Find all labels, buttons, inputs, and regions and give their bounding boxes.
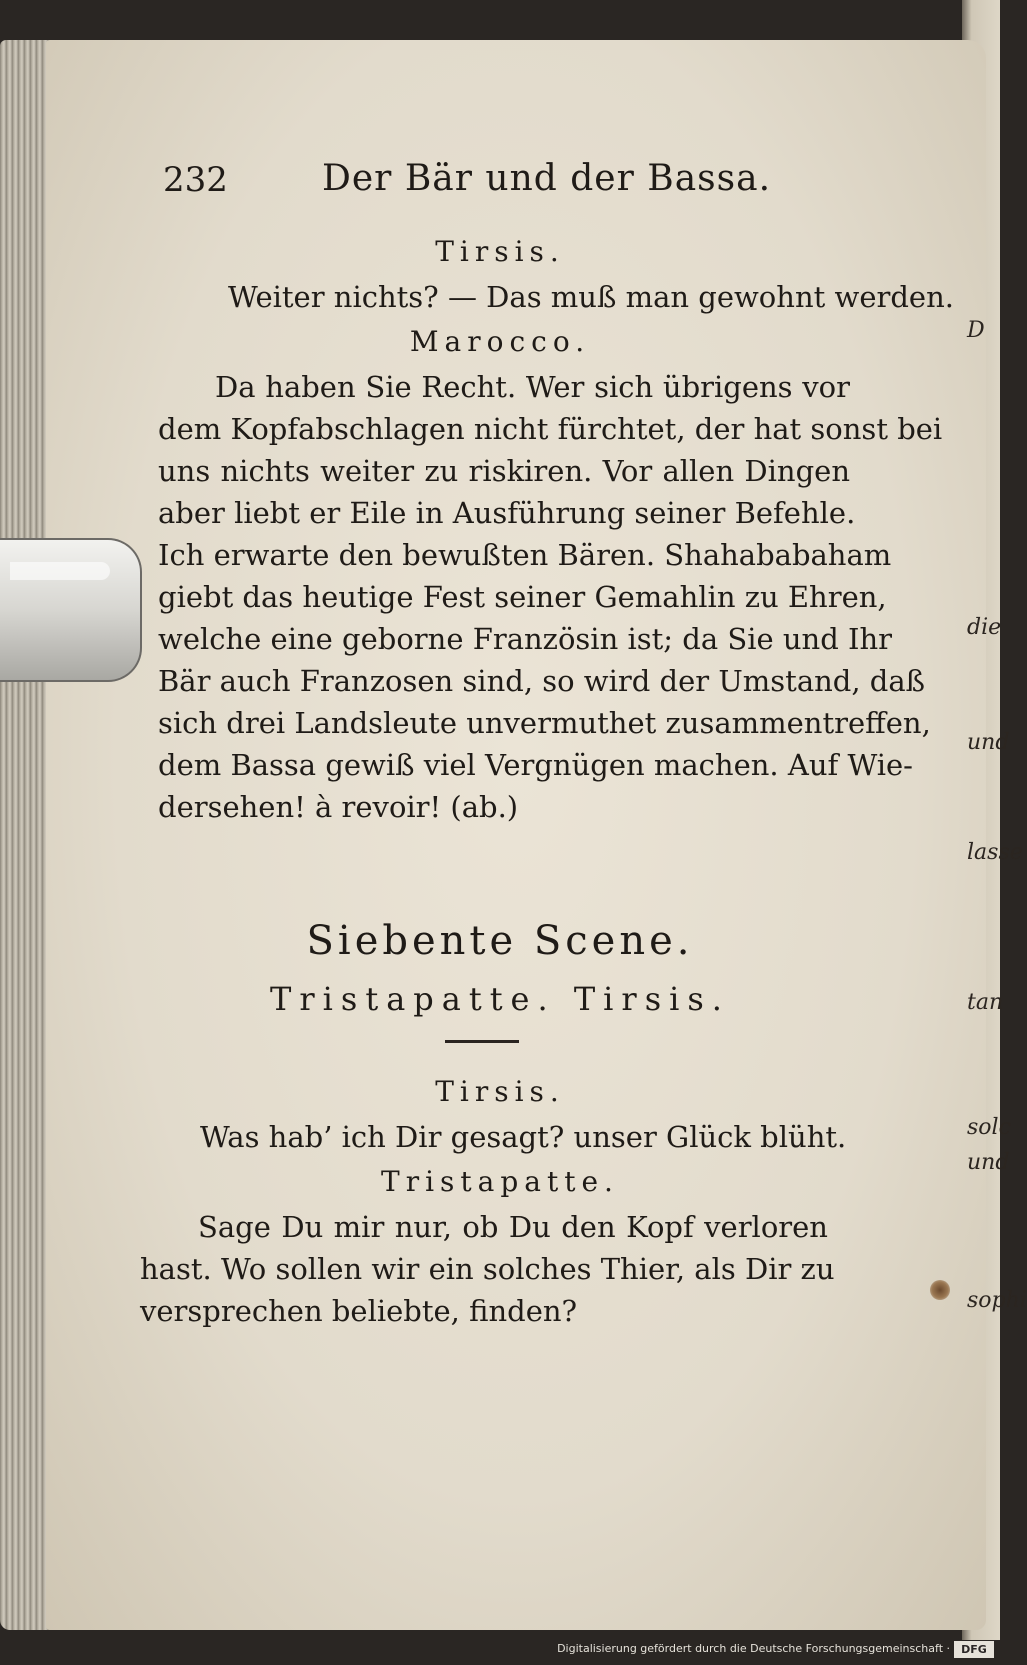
text-line: hast. Wo sollen wir ein solches Thier, als Dir zu [140, 1252, 835, 1286]
facing-page-word: solc [967, 1115, 1011, 1140]
facing-page-word: lasse [967, 840, 1023, 865]
page-clip-tab [0, 538, 142, 682]
facing-page-word: tan [967, 990, 1004, 1015]
facing-page-word: und [967, 1150, 1010, 1175]
text-line: versprechen beliebte, finden? [140, 1294, 578, 1328]
text-line: Da haben Sie Recht. Wer sich übrigens vor [215, 370, 850, 404]
text-line: sich drei Landsleute unvermuthet zusammentreffen, [158, 706, 931, 740]
text-line: giebt das heutige Fest seiner Gemahlin zu Ehren, [158, 580, 887, 614]
text-line: uns nichts weiter zu riskiren. Vor allen Dingen [158, 454, 850, 488]
scene-heading: Siebente Scene. [306, 918, 694, 964]
text-line: Ich erwarte den bewußten Bären. Shahababaham [158, 538, 892, 572]
facing-page-word: sophi [967, 1288, 1027, 1313]
facing-page-word: und [967, 730, 1010, 755]
speaker-name: Tirsis. [435, 1075, 565, 1108]
speaker-name: Marocco. [409, 325, 591, 358]
paper-stain [930, 1280, 950, 1300]
scene-characters: Tristapatte. Tirsis. [270, 980, 730, 1018]
text-line: Sage Du mir nur, ob Du den Kopf verloren [198, 1210, 828, 1244]
dfg-logo: DFG [954, 1641, 994, 1658]
text-line: Weiter nichts? — Das muß man gewohnt werden. [228, 280, 954, 314]
page-number: 232 [163, 160, 228, 200]
facing-page-word: die [967, 615, 1002, 640]
text-line: dem Bassa gewiß viel Vergnügen machen. Auf Wie- [158, 748, 913, 782]
text-line: Bär auch Franzosen sind, so wird der Umstand, daß [158, 664, 926, 698]
facing-page-word: D [967, 318, 985, 343]
speaker-name: Tirsis. [435, 235, 565, 268]
text-line: welche eine geborne Französin ist; da Sie und Ihr [158, 622, 892, 656]
running-title: Der Bär und der Bassa. [322, 158, 772, 199]
divider-rule [445, 1040, 519, 1043]
text-line: dem Kopfabschlagen nicht fürchtet, der hat sonst bei [158, 412, 943, 446]
text-line: Was hab’ ich Dir gesagt? unser Glück blüht. [200, 1120, 847, 1154]
speaker-name: Tristapatte. [381, 1165, 619, 1198]
text-line: aber liebt er Eile in Ausführung seiner Befehle. [158, 496, 856, 530]
footer-credit: Digitalisierung gefördert durch die Deutsche Forschungsgemeinschaft · [557, 1642, 950, 1655]
text-line: dersehen! à revoir! (ab.) [158, 790, 519, 824]
